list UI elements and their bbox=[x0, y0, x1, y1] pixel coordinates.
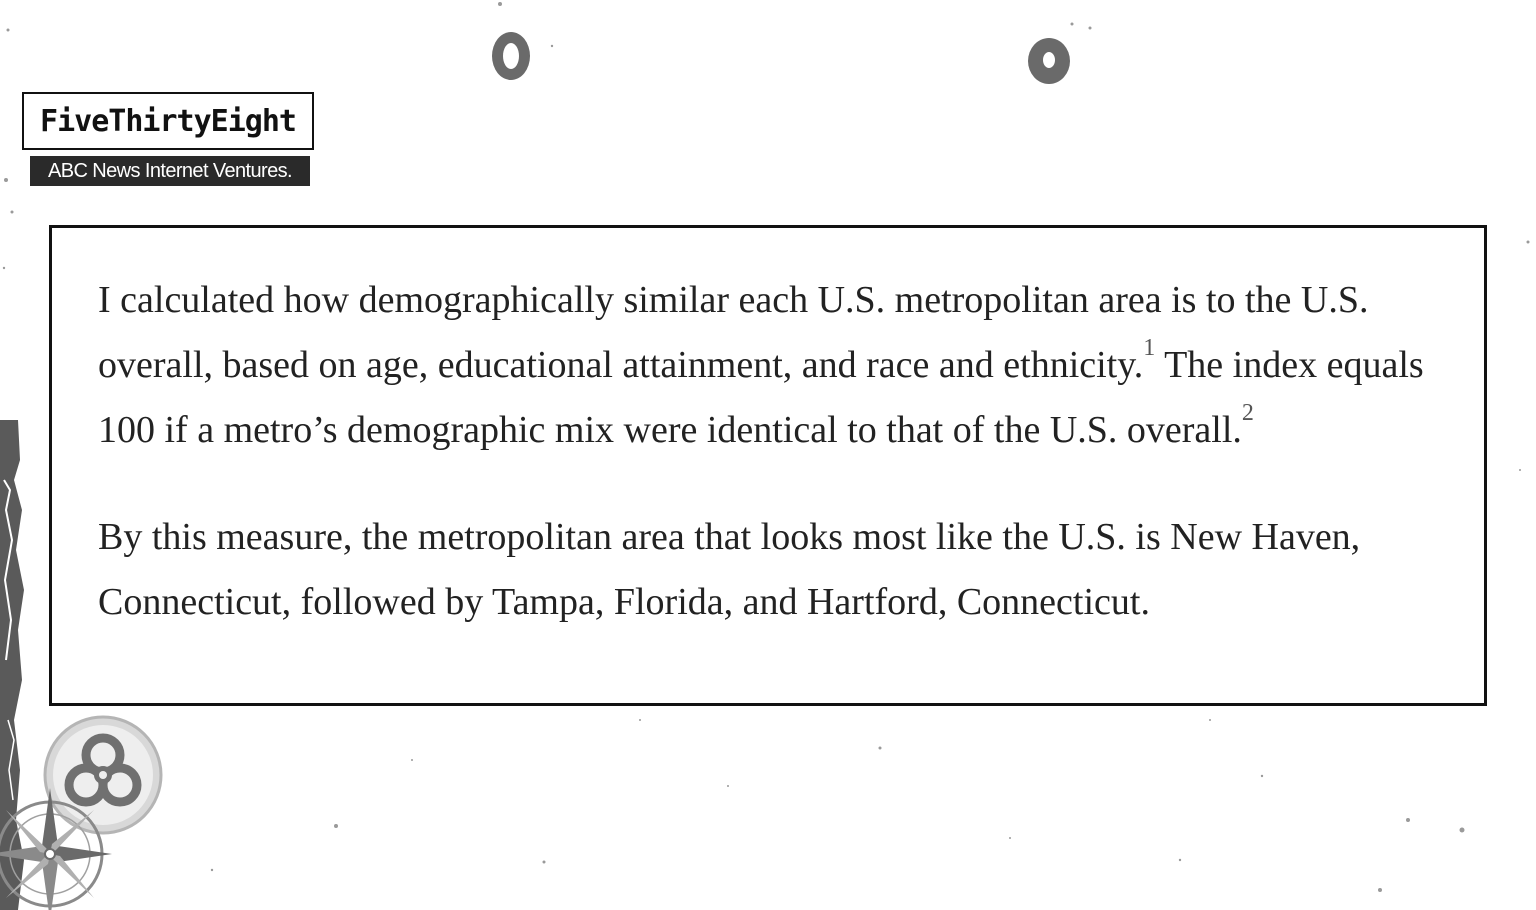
logo-subtitle: ABC News Internet Ventures. bbox=[30, 156, 310, 186]
paragraph-1-part-2: The index equals 100 if a metro’s demographic mix were identical to that of the U.S. overall. bbox=[98, 344, 1424, 451]
article-text-box bbox=[49, 225, 1487, 706]
punch-hole-right bbox=[1028, 38, 1070, 84]
footnote-marker-2: 2 bbox=[1241, 400, 1254, 426]
paragraph-2: By this measure, the metropolitan area that looks most like the U.S. is New Haven, Connecticut, followed by Tampa, Florida, and Hartford, Connecticut. bbox=[98, 516, 1361, 623]
paragraph-1-part-1: I calculated how demographically similar each U.S. metropolitan area is to the U.S. overall, based on age, educational attainment, and race and ethnicity. bbox=[98, 279, 1369, 386]
logo bbox=[22, 92, 314, 150]
logo-title: FiveThirtyEight bbox=[40, 103, 296, 139]
emblems bbox=[0, 708, 170, 910]
paragraph-1 bbox=[98, 268, 1464, 463]
punch-hole-left bbox=[492, 32, 530, 80]
footnote-marker-1: 1 bbox=[1143, 335, 1156, 361]
